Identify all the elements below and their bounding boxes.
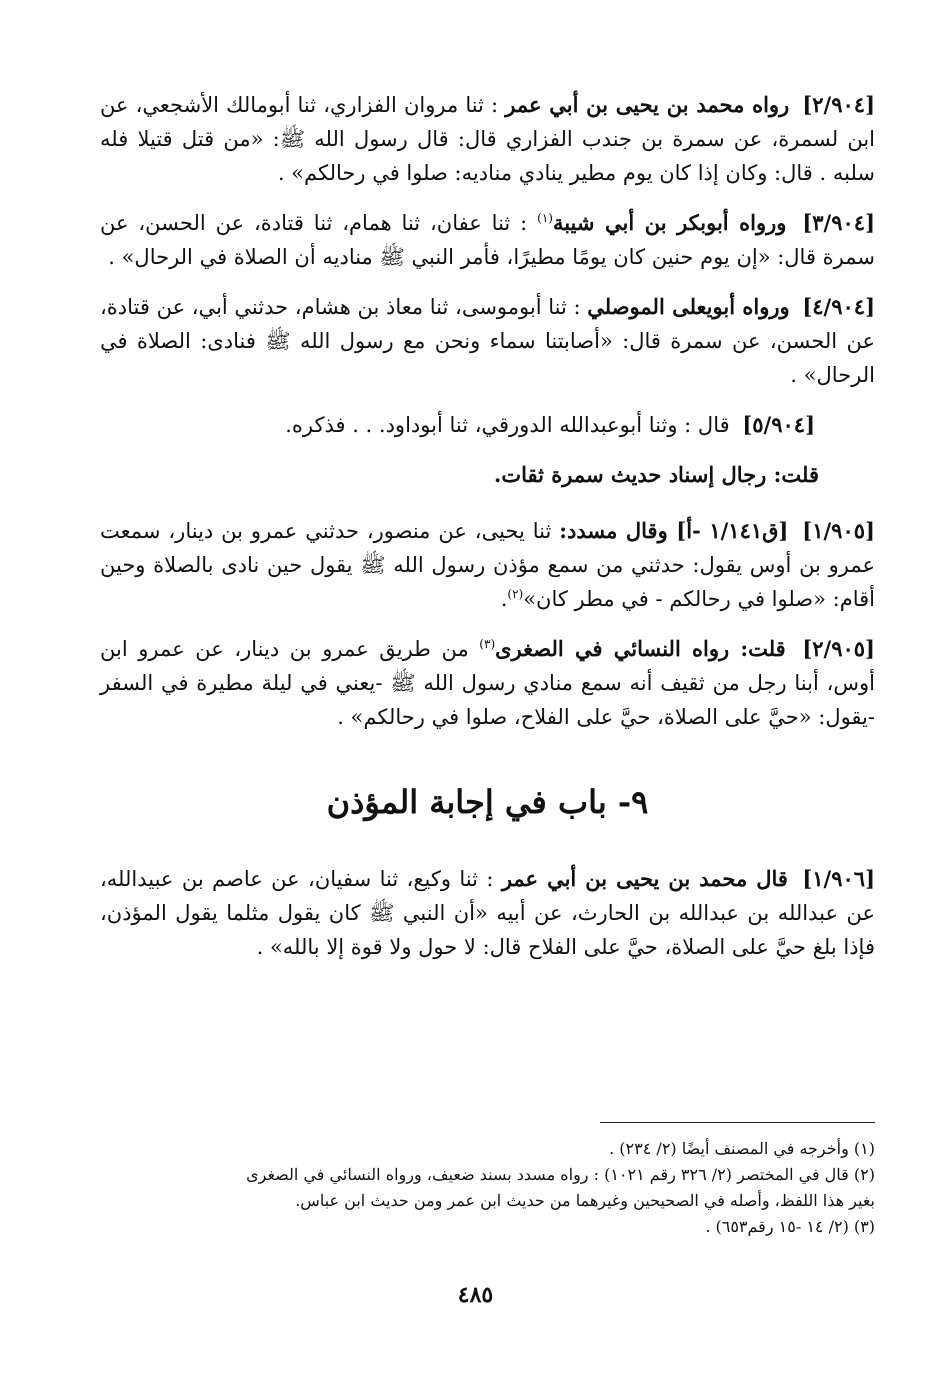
footnote-2: (٢) قال في المختصر (٢/ ٣٢٦ رقم ١٠٢١) : رواه مسدد بسند ضعيف، ورواه النسائي في الصغرى <box>246 1165 875 1184</box>
hadith-number: [٤/٩٠٤] <box>802 294 875 319</box>
hadith-number: [١/٩٠٦] <box>802 866 875 891</box>
paragraph-text: : ثنا مروان الفزاري، ثنا أبومالك الأشجعي، عن ابن لسمرة، عن سمرة بن جندب الفزاري قال: قال رسول الله ﷺ: «من قتل قتيلا فله سلبه . قال: وكان إذا كان يوم مطير ينادي مناديه: صلوا في رحالكم» . <box>100 93 875 185</box>
footnote-marker: (٢) <box>507 587 524 601</box>
paragraph-3-904 <box>100 206 875 274</box>
paragraph-text: من طريق عمرو بن دينار، عن عمرو ابن أوس، أبنا رجل من ثقيف أنه سمع منادي رسول الله ﷺ -يعني في ليلة مطيرة في السفر -يقول: «حيَّ على الصلاة، حيَّ على الفلاح، صلوا في رحالكم» . <box>100 637 875 729</box>
narrator-lead: ورواه أبويعلى الموصلي <box>587 294 790 319</box>
narrator-lead: قلت: رواه النسائي في الصغرى <box>495 636 786 661</box>
footnote-marker: (١) <box>537 211 553 225</box>
footnote-marker: (٣) <box>479 637 496 651</box>
chapter-heading: ٩- باب في إجابة المؤذن <box>326 783 649 821</box>
narrator-lead: ورواه أبوبكر بن أبي شيبة <box>552 210 787 235</box>
hadith-number: [١/٩٠٥] <box>802 518 875 543</box>
footnote-separator <box>600 1122 875 1123</box>
hadith-number: [٥/٩٠٤] <box>742 412 815 437</box>
footnote-1: (١) وأخرجه في المصنف أيضًا (٢/ ٢٣٤) . <box>609 1139 875 1158</box>
footnote-2-continued: بغير هذا اللفظ، وأصله في الصحيحين وغيرهما من حديث ابن عمر ومن حديث ابن عباس. <box>295 1191 875 1210</box>
author-note <box>100 458 875 492</box>
paragraph-text: ثنا يحيى، عن منصور، حدثني عمرو بن دينار، سمعت عمرو بن أوس يقول: حدثني من سمع مؤذن رسول الله ﷺ يقول حين نادى بالصلاة وحين أقام: «صلوا في رحالكم - في مطر كان» <box>100 519 875 611</box>
hadith-number: [٣/٩٠٤] <box>802 210 876 235</box>
narrator-lead: رواه محمد بن يحيى بن أبي عمر <box>505 92 790 117</box>
paragraph-1-906 <box>100 862 875 964</box>
paragraph-text: : ثنا وكيع، ثنا سفيان، عن عاصم بن عبيدالله، عن عبدالله بن عبدالله بن الحارث، عن أبيه «أن النبي ﷺ كان يقول مثلما يقول المؤذن، فإذا بلغ حيَّ على الصلاة، حيَّ على الفلاح قال: لا حول ولا قوة إلا بالله» . <box>100 867 875 959</box>
paragraph-2-904 <box>100 88 875 190</box>
note-text: قلت: رجال إسناد حديث سمرة ثقات. <box>494 462 819 487</box>
hadith-number: [٢/٩٠٥] <box>802 636 875 661</box>
paragraph-text: : ثنا أبوموسى، ثنا معاذ بن هشام، حدثني أبي، عن قتادة، عن الحسن، عن سمرة قال: «أصابتنا سماء ونحن مع رسول الله ﷺ فنادى: الصلاة في الرحال» . <box>100 295 875 387</box>
paragraph-2-905 <box>100 632 875 734</box>
narrator-lead: قال محمد بن يحيى بن أبي عمر <box>501 866 788 891</box>
paragraph-1-905: [١/٩٠٥] [ق١/١٤١ -أ] وقال مسدد: ثنا يحيى، عن منصور، حدثني عمرو بن دينار، سمعت عمرو بن أوس يقول: حدثني من سمع مؤذن رسول الله ﷺ يقول حين نادى بالصلاة وحين أقام: «صلوا في رحالكم - في مطر كان»$^{(٢)}$. <box>100 518 875 611</box>
page-number: ٤٨٥ <box>457 1282 494 1308</box>
paragraph-text: قال : وثنا أبوعبدالله الدورقي، ثنا أبوداود. . . فذكره. <box>285 413 730 437</box>
paragraph-5-904 <box>100 408 875 442</box>
paragraph-4-904 <box>100 290 875 392</box>
footnotes <box>100 1136 875 1240</box>
hadith-number: [٢/٩٠٤] <box>802 92 875 117</box>
main-text <box>100 88 875 980</box>
narrator-lead: [ق١/١٤١ -أ] وقال مسدد: <box>559 518 789 543</box>
paragraph-text: : ثنا عفان، ثنا همام، ثنا قتادة، عن الحسن، عن سمرة قال: «إن يوم حنين كان يومًا مطيرًا، فأمر النبي ﷺ مناديه أن الصلاة في الرحال» . <box>100 211 875 269</box>
footnote-3: (٣) (٢/ ١٤ -١٥ رقم٦٥٣) . <box>705 1217 875 1236</box>
